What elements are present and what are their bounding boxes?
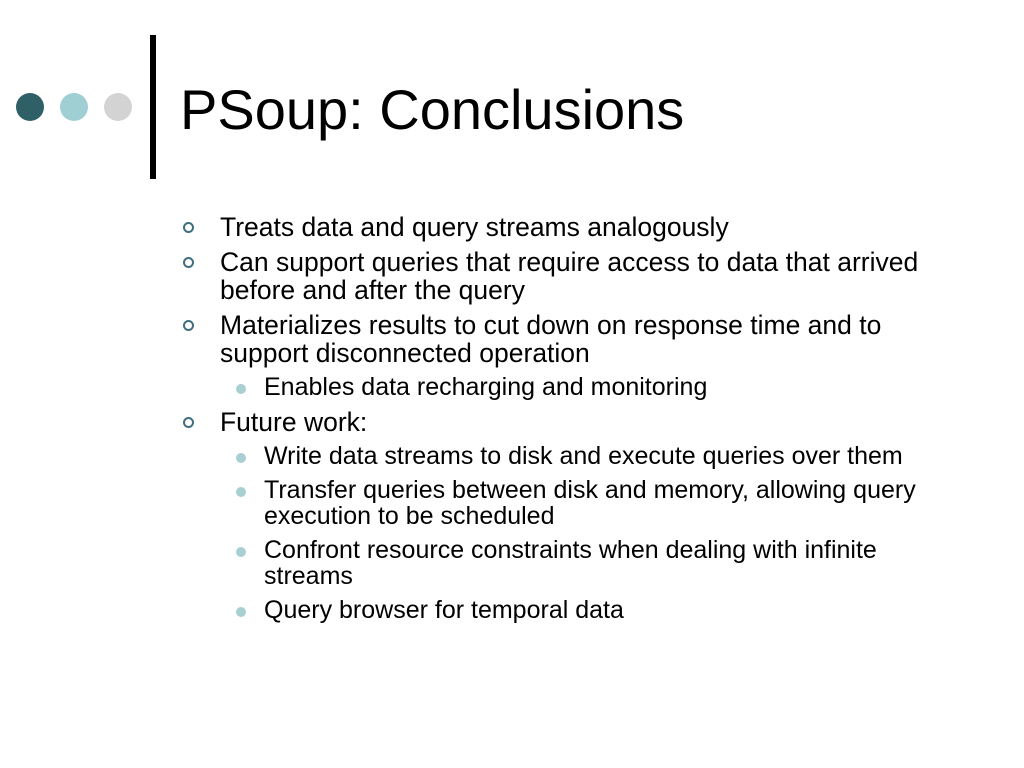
sub-bullet-text: Query browser for temporal data bbox=[264, 596, 624, 624]
bullet-list bbox=[182, 213, 952, 631]
ring-bullet-icon bbox=[183, 417, 194, 428]
sub-bullet-list bbox=[182, 374, 952, 400]
disc-bullet-icon bbox=[236, 384, 246, 394]
decorative-dots bbox=[16, 93, 136, 123]
bullet-text: Can support queries that require access to data that arrived before and after the query bbox=[220, 247, 919, 305]
sub-bullet-item bbox=[182, 443, 952, 469]
sub-bullet-item bbox=[182, 477, 952, 529]
bullet-item bbox=[182, 311, 952, 367]
title-divider bbox=[150, 35, 156, 179]
ring-bullet-icon bbox=[183, 320, 194, 331]
sub-bullet-text: Transfer queries between disk and memory, allowing query execution to be scheduled bbox=[264, 476, 916, 530]
bullet-text: Treats data and query streams analogously bbox=[220, 212, 729, 242]
sub-bullet-item bbox=[182, 374, 952, 400]
disc-bullet-icon bbox=[236, 607, 246, 617]
sub-bullet-text: Write data streams to disk and execute queries over them bbox=[264, 442, 903, 470]
dot-dark-teal bbox=[16, 93, 44, 121]
dot-light-teal bbox=[60, 93, 88, 121]
bullet-item bbox=[182, 408, 952, 436]
sub-bullet-item bbox=[182, 537, 952, 589]
disc-bullet-icon bbox=[236, 547, 246, 557]
ring-bullet-icon bbox=[183, 222, 194, 233]
bullet-text: Materializes results to cut down on response time and to support disconnected operation bbox=[220, 310, 882, 368]
sub-bullet-list bbox=[182, 443, 952, 623]
bullet-item bbox=[182, 213, 952, 241]
ring-bullet-icon bbox=[183, 257, 194, 268]
sub-bullet-text: Enables data recharging and monitoring bbox=[264, 373, 708, 401]
bullet-text: Future work: bbox=[220, 407, 368, 437]
sub-bullet-item bbox=[182, 597, 952, 623]
disc-bullet-icon bbox=[236, 487, 246, 497]
bullet-item bbox=[182, 248, 952, 304]
sub-bullet-text: Confront resource constraints when dealing with infinite streams bbox=[264, 536, 877, 590]
disc-bullet-icon bbox=[236, 453, 246, 463]
dot-gray bbox=[104, 93, 132, 121]
slide-title: PSoup: Conclusions bbox=[180, 78, 685, 141]
